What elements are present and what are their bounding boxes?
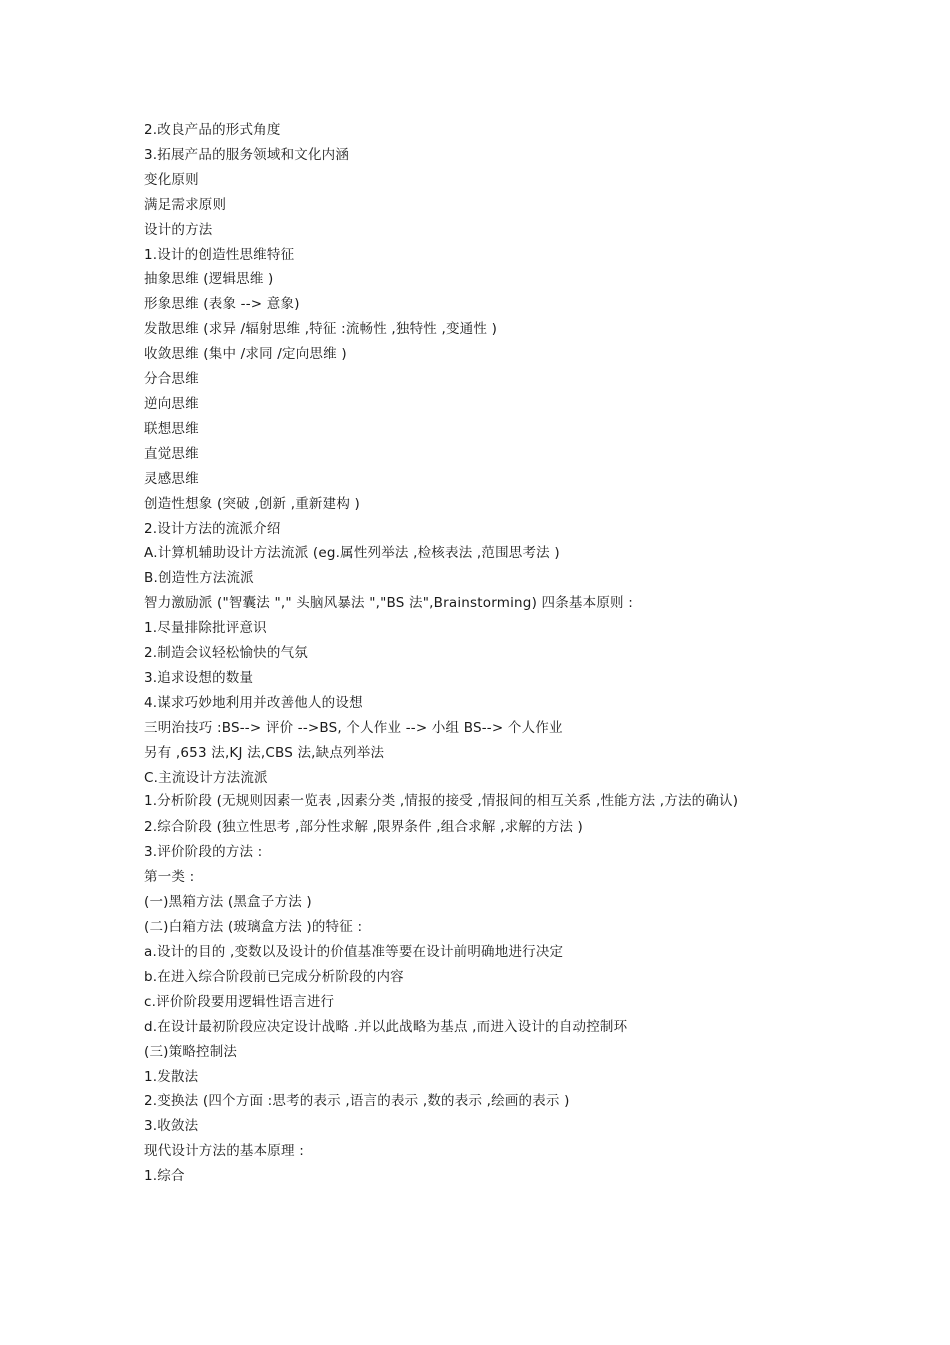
text-line: 联想思维 — [144, 420, 199, 437]
text-line: 满足需求原则 — [144, 196, 227, 213]
text-line: 3.拓展产品的服务领域和文化内涵 — [144, 146, 350, 163]
text-line: (一)黑箱方法 (黑盒子方法 ) — [144, 894, 312, 911]
text-line: 2.设计方法的流派介绍 — [144, 520, 281, 537]
text-line: 2.综合阶段 (独立性思考 ,部分性求解 ,限界条件 ,组合求解 ,求解的方法 ) — [144, 819, 584, 836]
text-line: 2.变换法 (四个方面 :思考的表示 ,语言的表示 ,数的表示 ,绘画的表示 ) — [144, 1093, 570, 1110]
text-line: 1.发散法 — [144, 1068, 199, 1085]
text-line: a.设计的目的 ,变数以及设计的价值基准等要在设计前明确地进行决定 — [144, 944, 564, 960]
text-line: 现代设计方法的基本原理 : — [144, 1143, 304, 1160]
text-line: 4.谋求巧妙地利用并改善他人的设想 — [144, 694, 363, 711]
text-line: 收敛思维 (集中 /求同 /定向思维 ) — [144, 346, 347, 363]
text-line: 3.追求设想的数量 — [144, 669, 254, 686]
document-body — [144, 118, 804, 1189]
text-line: 直觉思维 — [144, 445, 199, 462]
text-line: 2.改良产品的形式角度 — [144, 122, 281, 138]
text-line: 智力激励派 ("智囊法 "," 头脑风暴法 ","BS 法",Brainstorming) 四条基本原则 : — [144, 595, 633, 612]
text-line: 3.评价阶段的方法 : — [144, 844, 263, 861]
text-line: 3.收敛法 — [144, 1118, 199, 1135]
text-line: 创造性想象 (突破 ,创新 ,重新建构 ) — [144, 495, 360, 512]
text-line: 抽象思维 (逻辑思维 ) — [144, 271, 274, 288]
text-line: 1.设计的创造性思维特征 — [144, 246, 295, 263]
text-line: 2.制造会议轻松愉快的气氛 — [144, 645, 308, 662]
text-line: (三)策略控制法 — [144, 1043, 238, 1060]
text-line: A.计算机辅助设计方法流派 (eg.属性列举法 ,检核表法 ,范围思考法 ) — [144, 545, 560, 562]
text-line: 1.分析阶段 (无规则因素一览表 ,因素分类 ,情报的接受 ,情报间的相互关系 ,性能方法 ,方法的确认) — [144, 793, 739, 810]
text-line: 发散思维 (求异 /辐射思维 ,特征 :流畅性 ,独特性 ,变通性 ) — [144, 321, 498, 338]
text-line: d.在设计最初阶段应决定设计战略 .并以此战略为基点 ,而进入设计的自动控制环 — [144, 1018, 628, 1035]
text-line: (二)白箱方法 (玻璃盒方法 )的特征 : — [144, 919, 363, 936]
text-line: C.主流设计方法流派 — [144, 769, 268, 786]
text-line: 分合思维 — [144, 371, 199, 388]
text-line: 变化原则 — [144, 171, 199, 188]
text-line: 灵感思维 — [144, 470, 199, 487]
text-line: 1.尽量排除批评意识 — [144, 620, 267, 637]
text-line: 逆向思维 — [144, 395, 199, 412]
text-line: 1.综合 — [144, 1168, 185, 1185]
text-line: 三明治技巧 :BS--> 评价 -->BS, 个人作业 --> 小组 BS--> 个人作业 — [144, 719, 563, 736]
text-line: 形象思维 (表象 --> 意象) — [144, 296, 300, 313]
text-line: b.在进入综合阶段前已完成分析阶段的内容 — [144, 968, 404, 985]
text-line: B.创造性方法流派 — [144, 570, 254, 587]
section-heading: 设计的方法 — [144, 221, 213, 238]
text-line: c.评价阶段要用逻辑性语言进行 — [144, 993, 335, 1010]
text-line: 另有 ,653 法,KJ 法,CBS 法,缺点列举法 — [144, 744, 385, 761]
text-line: 第一类 : — [144, 869, 195, 886]
